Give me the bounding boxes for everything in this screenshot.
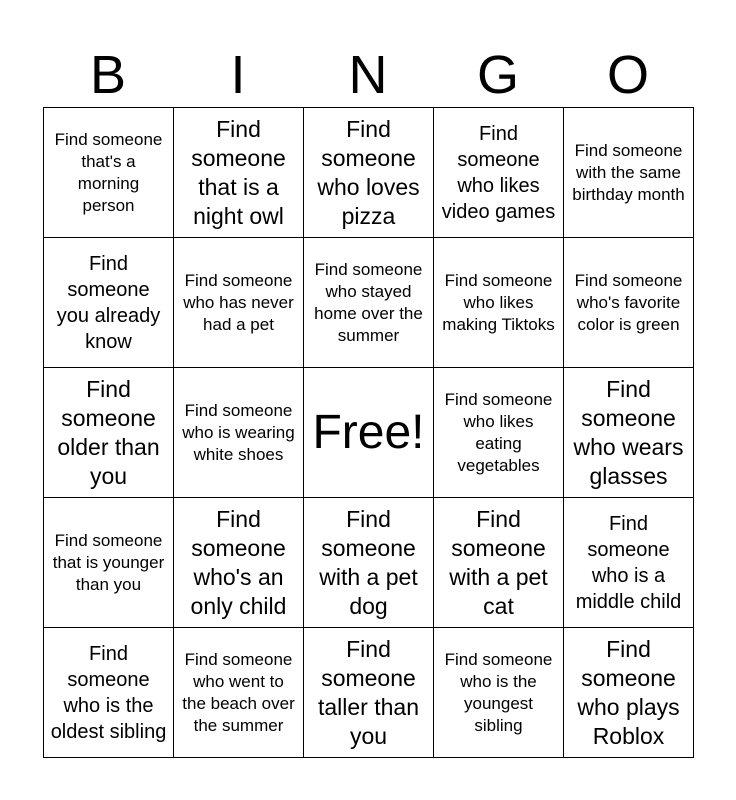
bingo-cell: Find someone who plays Roblox (564, 628, 694, 758)
bingo-cell: Find someone who likes making Tiktoks (434, 238, 564, 368)
header-letter-o: O (606, 45, 649, 105)
grid-row (44, 368, 694, 498)
bingo-grid (43, 107, 694, 758)
bingo-cell: Find someone who is wearing white shoes (174, 368, 304, 498)
grid-row (44, 628, 694, 758)
bingo-cell: Find someone who loves pizza (304, 108, 434, 238)
header-letter-i: I (230, 45, 246, 105)
bingo-header (43, 44, 693, 106)
bingo-cell: Find someone who's favorite color is green (564, 238, 694, 368)
bingo-cell: Find someone taller than you (304, 628, 434, 758)
grid-row (44, 238, 694, 368)
header-letter-b: B (89, 45, 127, 105)
bingo-cell: Find someone who went to the beach over the summer (174, 628, 304, 758)
bingo-cell: Find someone that is younger than you (44, 498, 174, 628)
bingo-cell: Find someone that's a morning person (44, 108, 174, 238)
bingo-cell: Find someone with the same birthday month (564, 108, 694, 238)
free-space-cell: Free! (304, 368, 434, 498)
bingo-cell: Find someone who is the youngest sibling (434, 628, 564, 758)
bingo-cell: Find someone with a pet dog (304, 498, 434, 628)
bingo-cell: Find someone who is a middle child (564, 498, 694, 628)
bingo-cell: Find someone that is a night owl (174, 108, 304, 238)
header-letter-g: G (476, 45, 519, 105)
header-letter-n: N (348, 45, 388, 105)
bingo-cell: Find someone who likes eating vegetables (434, 368, 564, 498)
bingo-cell: Find someone you already know (44, 238, 174, 368)
bingo-cell: Find someone older than you (44, 368, 174, 498)
bingo-cell: Find someone with a pet cat (434, 498, 564, 628)
bingo-cell: Find someone who wears glasses (564, 368, 694, 498)
grid-row (44, 108, 694, 238)
bingo-cell: Find someone who has never had a pet (174, 238, 304, 368)
grid-row (44, 498, 694, 628)
bingo-cell: Find someone who likes video games (434, 108, 564, 238)
bingo-cell: Find someone who stayed home over the summer (304, 238, 434, 368)
bingo-cell: Find someone who is the oldest sibling (44, 628, 174, 758)
bingo-cell: Find someone who's an only child (174, 498, 304, 628)
